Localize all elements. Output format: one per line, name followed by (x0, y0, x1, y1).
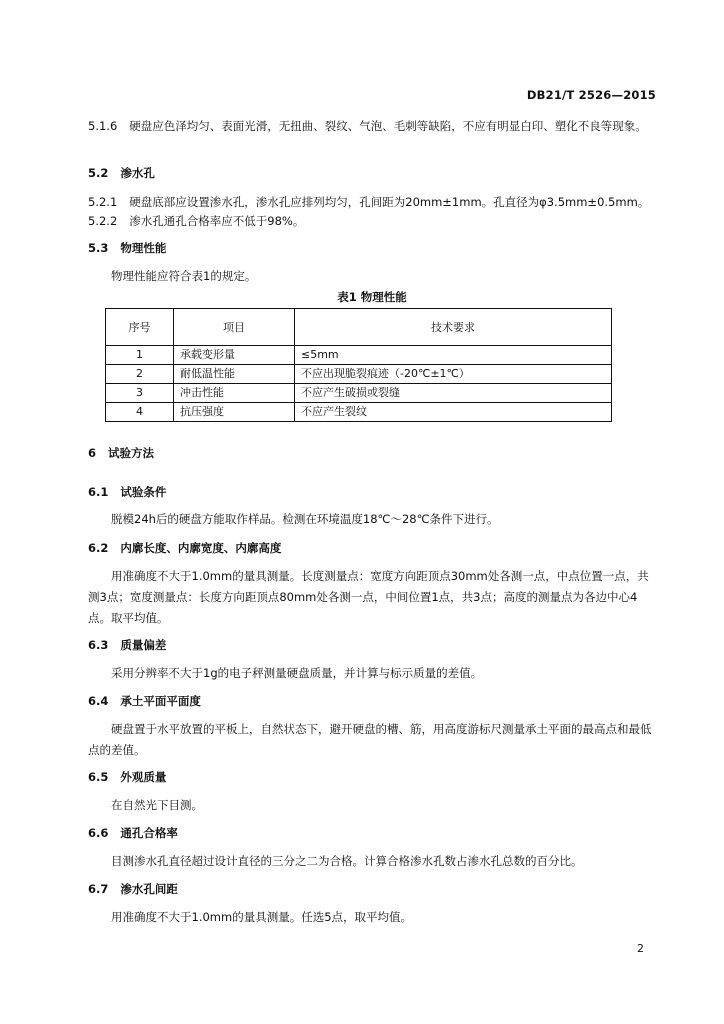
table-cell: 不应出现脆裂痕迹（-20℃±1℃） (295, 365, 612, 384)
heading-6-4 (88, 691, 201, 712)
table-cell: 3 (106, 384, 174, 403)
heading-number: 6.1 (88, 485, 109, 499)
paragraph-6-1: 脱模24h后的硬盘方能取作样品。检测在环境温度18℃～28℃条件下进行。 (111, 512, 499, 526)
table-header-cell: 技术要求 (295, 309, 612, 346)
table-cell: 1 (106, 346, 174, 365)
heading-number: 6.6 (88, 826, 109, 840)
clause-5-2-2 (88, 211, 656, 232)
heading-5-3 (88, 238, 166, 259)
heading-title: 内廓长度、内廓宽度、内廓高度 (120, 541, 282, 555)
paragraph-6-7: 用准确度不大于1.0mm的量具测量。任选5点，取平均值。 (111, 910, 413, 924)
heading-6-6 (88, 823, 178, 844)
table-row (106, 365, 612, 384)
table-row (106, 346, 612, 365)
heading-title: 质量偏差 (120, 638, 167, 652)
clause-text: 硬盘应色泽均匀、表面光滑，无扭曲、裂纹、气泡、毛刺等缺陷，不应有明显白印、塑化不良等现象。 (129, 119, 647, 133)
physical-properties-table (105, 308, 612, 422)
heading-number: 6.2 (88, 541, 109, 555)
paragraph-6-5: 在自然光下目测。 (111, 798, 203, 812)
table-cell: 2 (106, 365, 174, 384)
table-header-row (106, 309, 612, 346)
table-cell: 4 (106, 403, 174, 422)
paragraph-6-4: 硬盘置于水平放置的平板上，自然状态下，避开硬盘的槽、筋，用高度游标尺测量承土平面的最高点和最低点的差值。 (88, 722, 652, 757)
heading-title: 通孔合格率 (120, 826, 178, 840)
table-cell: 不应产生裂纹 (295, 403, 612, 422)
table-cell: 承载变形量 (174, 346, 295, 365)
heading-6-7 (88, 879, 178, 900)
table-cell: 抗压强度 (174, 403, 295, 422)
heading-title: 渗水孔间距 (120, 882, 178, 896)
heading-number: 5.2 (88, 166, 109, 180)
heading-title: 试验条件 (120, 485, 167, 499)
paragraph-6-2: 用准确度不大于1.0mm的量具测量。长度测量点：宽度方向距顶点30mm处各测一点，中点位置一点，共测3点；宽度测量点：长度方向距顶点80mm处各测一点，中间位置1点，共3点；高度的测量点为各边中心4点。取平均值。 (88, 569, 649, 625)
clause-5-2-1 (88, 192, 656, 213)
table-header-cell: 序号 (106, 309, 174, 346)
paragraph-6-6: 目测渗水孔直径超过设计直径的三分之二为合格。计算合格渗水孔数占渗水孔总数的百分比。 (111, 854, 583, 868)
heading-number: 5.3 (88, 241, 109, 255)
clause-text: 硬盘底部应设置渗水孔，渗水孔应排列均匀，孔间距为20mm±1mm。孔直径为φ3.5mm±0.5mm。 (129, 195, 650, 209)
heading-title: 渗水孔 (120, 166, 155, 180)
table-header-cell: 项目 (174, 309, 295, 346)
page-number: 2 (637, 942, 644, 955)
clause-number: 5.2.2 (88, 214, 118, 228)
table-row (106, 403, 612, 422)
table-row (106, 384, 612, 403)
paragraph-6-3: 采用分辨率不大于1g的电子秤测量硬盘质量，并计算与标示质量的差值。 (111, 666, 483, 680)
table-cell: 冲击性能 (174, 384, 295, 403)
clause-5-1-6 (88, 116, 656, 137)
heading-title: 外观质量 (120, 770, 167, 784)
heading-6-1 (88, 482, 166, 503)
heading-6-5 (88, 767, 166, 788)
heading-6 (88, 443, 154, 464)
clause-number: 5.1.6 (88, 119, 118, 133)
heading-title: 试验方法 (108, 446, 155, 460)
heading-6-3 (88, 635, 166, 656)
heading-number: 6.4 (88, 694, 109, 708)
table-cell: ≤5mm (295, 346, 612, 365)
table-cell: 耐低温性能 (174, 365, 295, 384)
table-caption: 表1 物理性能 (337, 290, 407, 304)
heading-number: 6.3 (88, 638, 109, 652)
heading-number: 6.5 (88, 770, 109, 784)
heading-title: 承土平面平面度 (120, 694, 201, 708)
table-cell: 不应产生破损或裂缝 (295, 384, 612, 403)
paragraph-5-3: 物理性能应符合表1的规定。 (111, 269, 257, 283)
heading-number: 6.7 (88, 882, 109, 896)
heading-title: 物理性能 (120, 241, 167, 255)
heading-5-2 (88, 163, 155, 184)
clause-text: 渗水孔通孔合格率应不低于98%。 (129, 214, 305, 228)
clause-number: 5.2.1 (88, 195, 118, 209)
heading-number: 6 (88, 446, 97, 460)
document-code: DB21/T 2526—2015 (526, 88, 656, 102)
heading-6-2 (88, 538, 281, 559)
